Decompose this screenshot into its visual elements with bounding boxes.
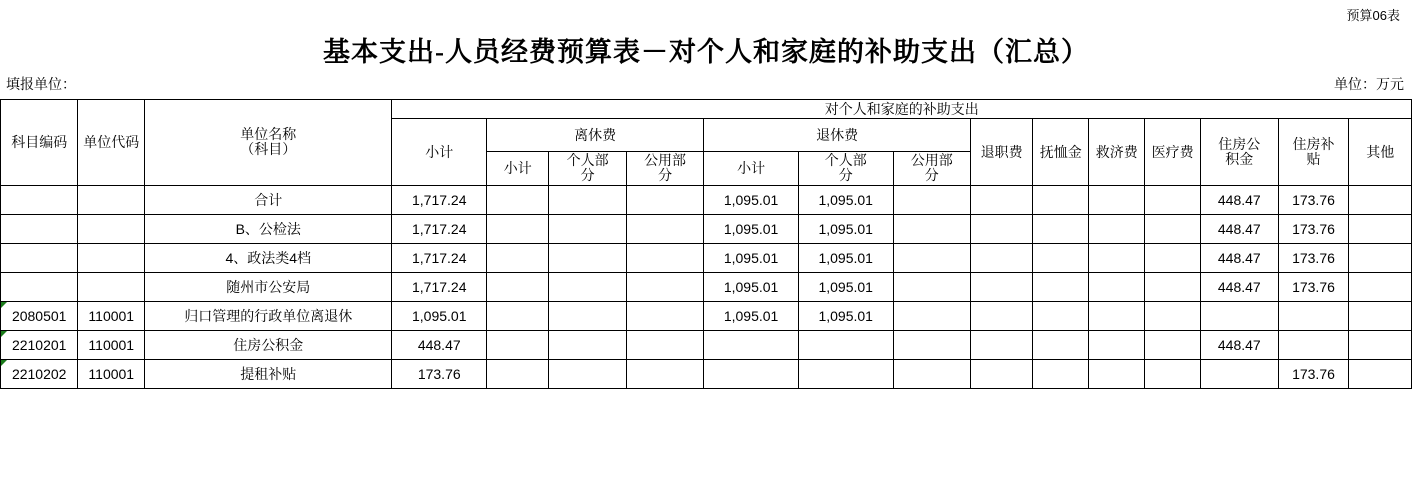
cell-old-personal <box>549 301 626 330</box>
filler-unit-label: 填报单位： <box>6 76 76 92</box>
cell-comfort-fee <box>1033 214 1089 243</box>
header-resign-fee: 退职费 <box>970 119 1032 186</box>
header-subtotal: 小计 <box>392 119 487 186</box>
cell-subtotal: 1,095.01 <box>392 301 487 330</box>
cell-unit-code <box>78 272 145 301</box>
cell-unit-name: 随州市公安局 <box>145 272 392 301</box>
header-comfort-fee: 抚恤金 <box>1033 119 1089 186</box>
table-row[interactable] <box>1 214 1412 243</box>
cell-resign-fee <box>970 359 1032 388</box>
cell-housing-subsidy: 173.76 <box>1278 185 1349 214</box>
cell-medical-fee <box>1145 185 1201 214</box>
cell-unit-code <box>78 185 145 214</box>
header-retire-old: 离休费 <box>487 119 704 152</box>
cell-old-subtotal <box>487 214 549 243</box>
table-body <box>1 185 1412 388</box>
header-new-public-line1: 公用部 <box>910 152 953 169</box>
cell-unit-name: 4、政法类4档 <box>145 243 392 272</box>
cell-housing-fund: 448.47 <box>1201 330 1278 359</box>
cell-unit-code: 110001 <box>78 359 145 388</box>
cell-new-subtotal: 1,095.01 <box>704 301 799 330</box>
cell-resign-fee <box>970 330 1032 359</box>
meta-row <box>0 74 1412 92</box>
cell-old-subtotal <box>487 243 549 272</box>
header-relief-fee: 救济费 <box>1089 119 1145 186</box>
header-col-code: 科目编码 <box>1 100 78 186</box>
cell-subtotal: 448.47 <box>392 330 487 359</box>
cell-subject-code: 2210202 <box>1 359 78 388</box>
table-row[interactable] <box>1 359 1412 388</box>
header-new-personal-line2: 分 <box>838 167 853 184</box>
cell-new-public <box>893 272 970 301</box>
table-row[interactable] <box>1 272 1412 301</box>
cell-old-public <box>626 214 703 243</box>
cell-old-personal <box>549 330 626 359</box>
cell-unit-name: 归口管理的行政单位离退休 <box>145 301 392 330</box>
cell-relief-fee <box>1089 330 1145 359</box>
cell-housing-subsidy: 173.76 <box>1278 243 1349 272</box>
header-housing-fund-line1: 住房公 <box>1218 135 1261 152</box>
cell-comfort-fee <box>1033 301 1089 330</box>
cell-new-personal: 1,095.01 <box>798 185 893 214</box>
cell-old-public <box>626 301 703 330</box>
cell-unit-name: B、公检法 <box>145 214 392 243</box>
cell-housing-subsidy: 173.76 <box>1278 359 1349 388</box>
cell-housing-subsidy: 173.76 <box>1278 272 1349 301</box>
cell-housing-subsidy: 173.76 <box>1278 214 1349 243</box>
cell-new-personal: 1,095.01 <box>798 243 893 272</box>
cell-new-subtotal: 1,095.01 <box>704 272 799 301</box>
header-unit-name <box>145 100 392 186</box>
cell-other <box>1349 185 1412 214</box>
cell-resign-fee <box>970 272 1032 301</box>
header-new-public <box>893 152 970 186</box>
cell-old-subtotal <box>487 185 549 214</box>
cell-new-personal <box>798 359 893 388</box>
header-old-subtotal: 小计 <box>487 152 549 186</box>
cell-other <box>1349 359 1412 388</box>
form-number: 预算06表 <box>1346 8 1400 23</box>
cell-relief-fee <box>1089 243 1145 272</box>
cell-new-subtotal <box>704 330 799 359</box>
cell-comfort-fee <box>1033 359 1089 388</box>
cell-comfort-fee <box>1033 243 1089 272</box>
table-row[interactable] <box>1 243 1412 272</box>
cell-unit-code <box>78 243 145 272</box>
cell-subject-code <box>1 185 78 214</box>
cell-resign-fee <box>970 301 1032 330</box>
cell-resign-fee <box>970 185 1032 214</box>
cell-unit-code: 110001 <box>78 330 145 359</box>
cell-new-subtotal: 1,095.01 <box>704 243 799 272</box>
cell-relief-fee <box>1089 301 1145 330</box>
cell-old-personal <box>549 359 626 388</box>
header-old-public <box>626 152 703 186</box>
cell-subject-code <box>1 272 78 301</box>
cell-resign-fee <box>970 243 1032 272</box>
cell-subtotal: 1,717.24 <box>392 185 487 214</box>
page-title: 基本支出-人员经费预算表－对个人和家庭的补助支出（汇总） <box>323 37 1089 67</box>
cell-housing-fund: 448.47 <box>1201 243 1278 272</box>
header-old-personal-line1: 个人部 <box>566 152 609 169</box>
cell-resign-fee <box>970 214 1032 243</box>
cell-new-subtotal <box>704 359 799 388</box>
header-row-1 <box>1 100 1412 119</box>
header-retire-new: 退休费 <box>704 119 971 152</box>
cell-unit-name: 合计 <box>145 185 392 214</box>
header-new-personal <box>798 152 893 186</box>
cell-old-subtotal <box>487 301 549 330</box>
table-row[interactable] <box>1 301 1412 330</box>
cell-medical-fee <box>1145 359 1201 388</box>
cell-relief-fee <box>1089 359 1145 388</box>
cell-unit-name: 提租补贴 <box>145 359 392 388</box>
cell-old-public <box>626 272 703 301</box>
cell-relief-fee <box>1089 185 1145 214</box>
cell-subtotal: 1,717.24 <box>392 243 487 272</box>
cell-comfort-fee <box>1033 185 1089 214</box>
cell-medical-fee <box>1145 214 1201 243</box>
cell-new-personal: 1,095.01 <box>798 214 893 243</box>
cell-comfort-fee <box>1033 272 1089 301</box>
header-unit-name-line1: 单位名称 <box>240 126 297 143</box>
cell-subject-code <box>1 243 78 272</box>
cell-old-subtotal <box>487 272 549 301</box>
header-group-title: 对个人和家庭的补助支出 <box>392 100 1412 119</box>
header-unit-name-line2: （科目） <box>240 141 297 158</box>
header-other: 其他 <box>1349 119 1412 186</box>
header-new-public-line2: 分 <box>924 167 939 184</box>
cell-housing-subsidy <box>1278 301 1349 330</box>
cell-new-personal <box>798 330 893 359</box>
header-housing-fund <box>1201 119 1278 186</box>
cell-new-public <box>893 185 970 214</box>
cell-medical-fee <box>1145 301 1201 330</box>
cell-new-personal: 1,095.01 <box>798 272 893 301</box>
cell-subject-code: 2080501 <box>1 301 78 330</box>
header-medical-fee: 医疗费 <box>1145 119 1201 186</box>
cell-housing-fund: 448.47 <box>1201 185 1278 214</box>
cell-subtotal: 1,717.24 <box>392 272 487 301</box>
header-unit-code <box>78 100 145 186</box>
cell-old-public <box>626 330 703 359</box>
cell-other <box>1349 214 1412 243</box>
cell-other <box>1349 330 1412 359</box>
table-row[interactable] <box>1 330 1412 359</box>
cell-medical-fee <box>1145 243 1201 272</box>
cell-new-subtotal: 1,095.01 <box>704 185 799 214</box>
header-old-personal-line2: 分 <box>580 167 595 184</box>
cell-old-personal <box>549 272 626 301</box>
cell-old-personal <box>549 185 626 214</box>
cell-new-public <box>893 214 970 243</box>
cell-new-personal: 1,095.01 <box>798 301 893 330</box>
cell-subject-code <box>1 214 78 243</box>
cell-medical-fee <box>1145 330 1201 359</box>
cell-relief-fee <box>1089 272 1145 301</box>
header-unit-code-text: 单位代码 <box>83 133 140 150</box>
header-housing-subsidy-line2: 贴 <box>1306 150 1321 167</box>
budget-table <box>0 99 1412 389</box>
header-housing-subsidy <box>1278 119 1349 186</box>
cell-new-subtotal: 1,095.01 <box>704 214 799 243</box>
header-old-public-line2: 分 <box>658 167 673 184</box>
header-new-subtotal: 小计 <box>704 152 799 186</box>
cell-other <box>1349 272 1412 301</box>
cell-old-public <box>626 185 703 214</box>
cell-housing-fund <box>1201 359 1278 388</box>
header-housing-fund-line2: 积金 <box>1225 150 1254 167</box>
cell-other <box>1349 243 1412 272</box>
cell-old-subtotal <box>487 359 549 388</box>
cell-subtotal: 173.76 <box>392 359 487 388</box>
cell-unit-code <box>78 214 145 243</box>
cell-relief-fee <box>1089 214 1145 243</box>
cell-medical-fee <box>1145 272 1201 301</box>
header-old-public-line1: 公用部 <box>644 152 687 169</box>
cell-old-personal <box>549 214 626 243</box>
amount-unit-label: 单位：万元 <box>1334 76 1404 92</box>
cell-old-subtotal <box>487 330 549 359</box>
cell-old-public <box>626 243 703 272</box>
table-header <box>1 100 1412 186</box>
cell-housing-fund: 448.47 <box>1201 272 1278 301</box>
cell-new-public <box>893 359 970 388</box>
header-old-personal <box>549 152 626 186</box>
header-housing-subsidy-line1: 住房补 <box>1292 135 1335 152</box>
cell-other <box>1349 301 1412 330</box>
cell-housing-fund: 448.47 <box>1201 214 1278 243</box>
cell-new-public <box>893 301 970 330</box>
cell-housing-fund <box>1201 301 1278 330</box>
cell-subtotal: 1,717.24 <box>392 214 487 243</box>
cell-unit-name: 住房公积金 <box>145 330 392 359</box>
cell-old-public <box>626 359 703 388</box>
header-new-personal-line1: 个人部 <box>824 152 867 169</box>
cell-subject-code: 2210201 <box>1 330 78 359</box>
cell-housing-subsidy <box>1278 330 1349 359</box>
cell-old-personal <box>549 243 626 272</box>
cell-comfort-fee <box>1033 330 1089 359</box>
cell-new-public <box>893 243 970 272</box>
cell-new-public <box>893 330 970 359</box>
table-row[interactable] <box>1 185 1412 214</box>
cell-unit-code: 110001 <box>78 301 145 330</box>
